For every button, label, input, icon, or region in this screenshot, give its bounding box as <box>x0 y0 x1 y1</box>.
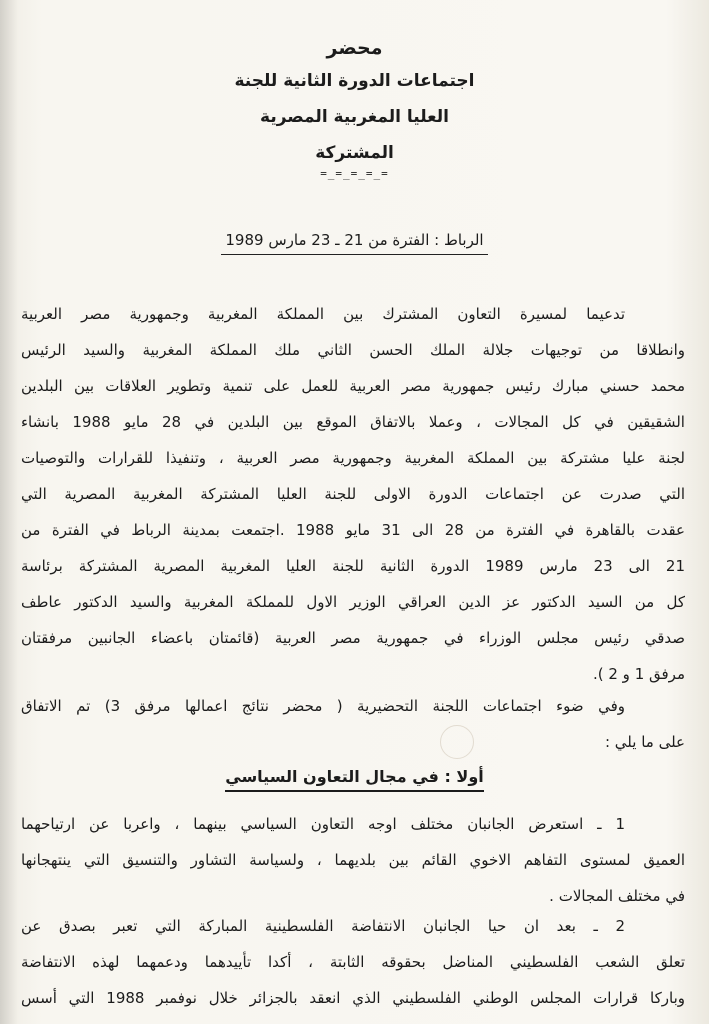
dateline-container <box>0 228 709 255</box>
paper-stain <box>440 725 474 759</box>
section-heading-container <box>0 765 709 792</box>
paragraph-line: كل من السيد الدكتور عز الدين العراقي الوزير الاول للمملكة المغربية والسيد الدكتور عاطف <box>21 593 685 611</box>
document-header <box>0 34 709 180</box>
section-heading <box>225 765 484 792</box>
header-decoration: =_=_=_=_= <box>320 167 389 180</box>
dateline: الرباط : الفترة من 21 ـ 23 مارس 1989 <box>221 228 487 255</box>
paragraph-1 <box>21 296 685 692</box>
paragraph-line: لجنة عليا مشتركة بين المملكة المغربية وجمهورية مصر العربية ، وتنفيذا للقرارات والتوصيات <box>21 449 685 467</box>
paragraph-line: تدعيما لمسيرة التعاون المشترك بين المملكة المغربية وجمهورية مصر العربية <box>21 305 625 323</box>
paragraph-line: 1 ـ استعرض الجانبان مختلف اوجه التعاون السياسي بينهما ، واعربا عن ارتياحهما <box>21 815 625 833</box>
header-line-3: المشتركة <box>315 143 394 163</box>
paragraph-line: التي صدرت عن اجتماعات الدورة الاولى للجنة العليا المشتركة المغربية المصرية التي <box>21 485 685 503</box>
paragraph-line: وباركا قرارات المجلس الوطني الفلسطيني الذي انعقد بالجزائر خلال نوفمبر 1988 التي أسس <box>21 989 685 1007</box>
document-title: محضر <box>326 37 383 59</box>
paragraph-line: محمد حسني مبارك رئيس جمهورية مصر العربية للعمل على تنمية وتطوير العلاقات بين البلدين <box>21 377 685 395</box>
paragraph-line: الشقيقين في كل المجالات ، وعملا بالاتفاق الموقع بين البلدين في 28 مايو 1988 بانشاء <box>21 413 685 431</box>
header-line-2: العليا المغربية المصرية <box>260 107 449 127</box>
paragraph-line: 2 ـ بعد ان حيا الجانبان الانتفاضة الفلسطينية المباركة التي تعبر بصدق عن <box>21 917 625 935</box>
header-line-1: اجتماعات الدورة الثانية للجنة <box>234 71 475 91</box>
section-title: في مجال التعاون السياسي <box>225 767 439 786</box>
paragraph-line: في مختلف المجالات . <box>549 887 685 905</box>
paragraph-line: تعلق الشعب الفلسطيني المناضل بحقوقه الثابتة ، أكدا تأييدهما ودعمهما لهذه الانتفاضة <box>21 953 685 971</box>
paragraph-line: على ما يلي : <box>604 733 685 751</box>
paragraph-line: وفي ضوء اجتماعات اللجنة التحضيرية ( محضر نتائج اعمالها مرفق 3) تم الاتفاق <box>21 697 625 715</box>
paragraph-3 <box>21 806 685 914</box>
paragraph-2 <box>21 688 685 760</box>
paragraph-line: مرفق 1 و 2 ). <box>592 665 685 683</box>
paragraph-line: وانطلاقا من توجيهات جلالة الملك الحسن الثاني ملك المملكة المغربية والسيد الرئيس <box>21 341 685 359</box>
paragraph-4 <box>21 908 685 1016</box>
paragraph-line: صدقي رئيس مجلس الوزراء في جمهورية مصر العربية (قائمتان باعضاء الجانبين مرفقتان <box>21 629 685 647</box>
paragraph-line: عقدت بالقاهرة في الفترة من 28 الى 31 مايو 1988 .اجتمعت بمدينة الرباط في الفترة من <box>21 521 685 539</box>
section-number: أولا : <box>444 767 484 786</box>
paragraph-line: 21 الى 23 مارس 1989 الدورة الثانية للجنة العليا المغربية المصرية المشتركة برئاسة <box>21 557 685 575</box>
paragraph-line: العميق لمستوى التفاهم الاخوي القائم بين بلديهما ، ولسياسة التشاور والتنسيق التي ينتهجانها <box>21 851 685 869</box>
